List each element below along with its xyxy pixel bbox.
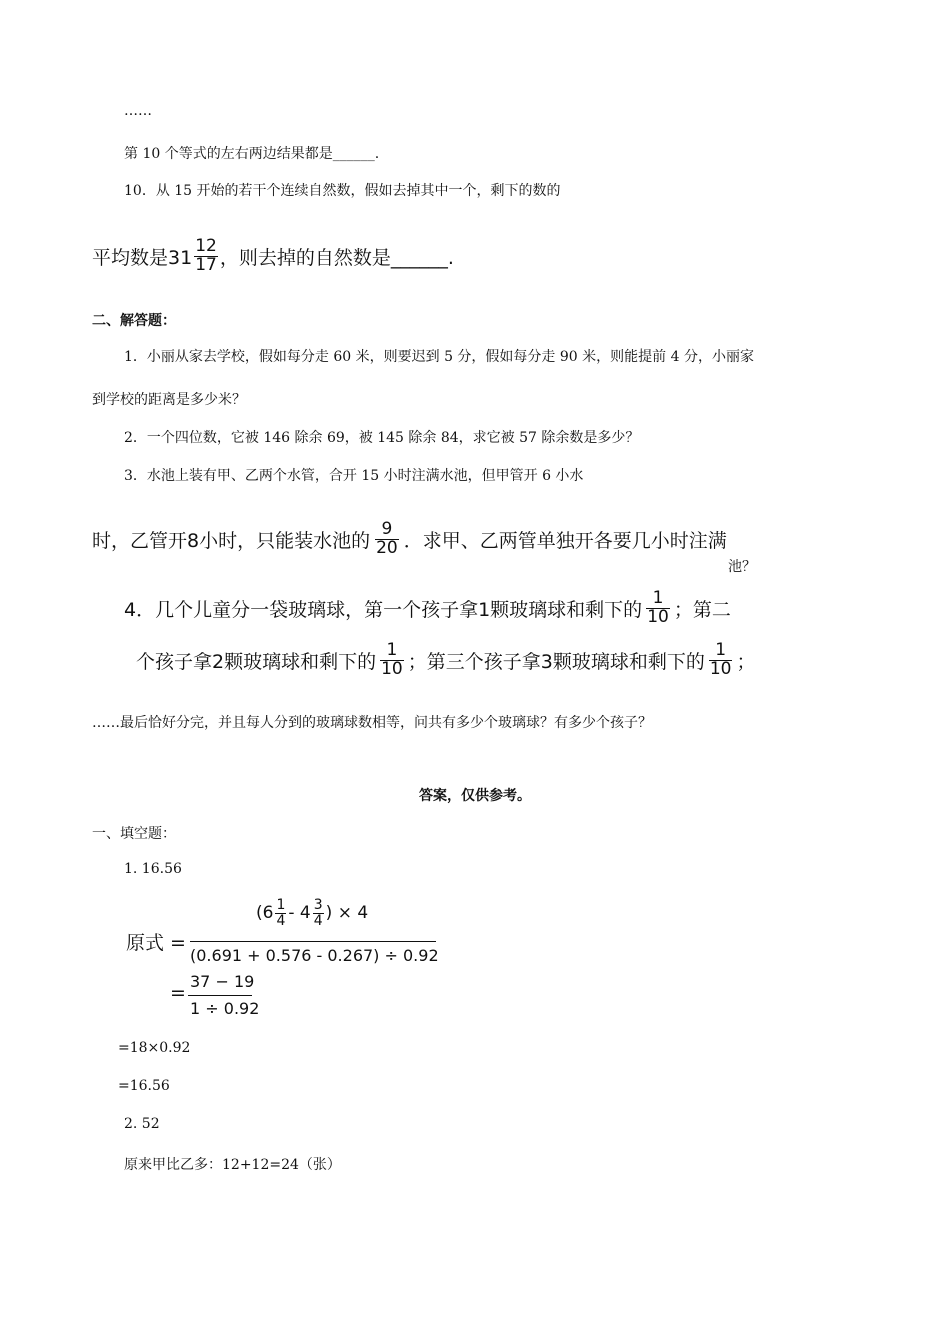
eq2-denominator: 1 ÷ 0.92 [190, 999, 260, 1018]
q4-fraction-3 [709, 642, 733, 679]
q4-line3: ……最后恰好分完，并且每人分到的玻璃球数相等，问共有多少个玻璃球？有多少个孩子？ [92, 715, 652, 731]
q4-frac1-num: 1 [652, 588, 664, 608]
q3-text-post: ．求甲、乙两管单独开各要几小时注满 [403, 529, 727, 552]
answer-1: 1. 16.56 [124, 861, 182, 877]
q3-text-pre: 时，乙管开8小时，只能装水池的 [92, 529, 371, 552]
eq2-numerator: 37 − 19 [190, 972, 255, 991]
q10-text-pre: 平均数是31 [92, 246, 193, 269]
q2-line: 2．一个四位数，它被 146 除余 69，被 145 除余 84，求它被 57 除余数是多少？ [124, 430, 640, 446]
q10-line1: 10．从 15 开始的若干个连续自然数，假如去掉其中一个，剩下的数的 [124, 183, 561, 199]
eq-denominator: (0.691 + 0.576 - 0.267) ÷ 0.92 [190, 946, 439, 965]
q9-line: 第 10 个等式的左右两边结果都是______. [124, 146, 380, 162]
eq2-fraction-bar [188, 995, 252, 996]
q4-fraction-1 [646, 590, 670, 627]
eq-f2-num: 3 [313, 897, 323, 913]
q4-text-post: ；第二 [673, 598, 731, 621]
q4-text2-pre: 个孩子拿2颗玻璃球和剩下的 [136, 650, 377, 673]
eq-f1-num: 1 [276, 897, 286, 913]
q10-fraction [194, 238, 218, 275]
q4-frac1-den: 10 [647, 606, 669, 627]
eq-top-pre: (6 [256, 903, 274, 924]
eq-frac-1 [275, 898, 286, 928]
eq-numerator [256, 898, 368, 928]
q4-frac2-den: 10 [381, 658, 403, 679]
q4-text2-mid: ；第三个孩子拿3颗玻璃球和剩下的 [407, 650, 705, 673]
answers-heading: 答案，仅供参考。 [419, 788, 531, 804]
answer-step-b: =16.56 [118, 1078, 170, 1094]
answer-step-a: =18×0.92 [118, 1040, 191, 1056]
eq2-equals: = [170, 982, 186, 1004]
q3-frac-num: 9 [381, 519, 393, 539]
q10-frac-den: 17 [195, 254, 217, 275]
q4-frac2-num: 1 [386, 640, 398, 660]
q4-text-pre: 4．几个儿童分一袋玻璃球，第一个孩子拿1颗玻璃球和剩下的 [124, 598, 643, 621]
q4-line2 [136, 642, 755, 679]
eq-f1-den: 4 [276, 912, 286, 929]
answers-subheading: 一、填空题： [92, 826, 176, 842]
q1-line1: 1．小丽从家去学校，假如每分走 60 米，则要迟到 5 分，假如每分走 90 米，则能提前 4 分，小丽家 [124, 349, 754, 365]
answer-2-line: 原来甲比乙多：12+12=24（张） [124, 1157, 341, 1173]
q10-frac-num: 12 [195, 236, 217, 256]
q10-line2 [92, 238, 454, 275]
q1-line2: 到学校的距离是多少米？ [92, 392, 246, 408]
eq-frac-2 [313, 898, 324, 928]
ellipsis: …… [124, 103, 152, 119]
eq-f2-den: 4 [313, 912, 323, 929]
q3-frac-den: 20 [376, 537, 398, 558]
q3-line2 [92, 521, 727, 558]
eq-label: 原式 = [126, 932, 186, 954]
eq-fraction-bar [190, 941, 436, 942]
answer-2: 2. 52 [124, 1116, 160, 1132]
q3-fraction [375, 521, 399, 558]
eq-top-post: ) × 4 [325, 903, 369, 924]
q4-line1 [124, 590, 731, 627]
q4-fraction-2 [380, 642, 404, 679]
q4-text2-post: ； [736, 650, 756, 673]
eq-top-mid: - 4 [288, 903, 311, 924]
section2-heading: 二、解答题： [92, 313, 176, 329]
q3-line1: 3．水池上装有甲、乙两个水管，合开 15 小时注满水池，但甲管开 6 小水 [124, 468, 584, 484]
q10-text-post: ，则去掉的自然数是______. [219, 246, 454, 269]
q3-tail: 池？ [728, 559, 756, 575]
q4-frac3-num: 1 [715, 640, 727, 660]
q4-frac3-den: 10 [709, 658, 732, 679]
